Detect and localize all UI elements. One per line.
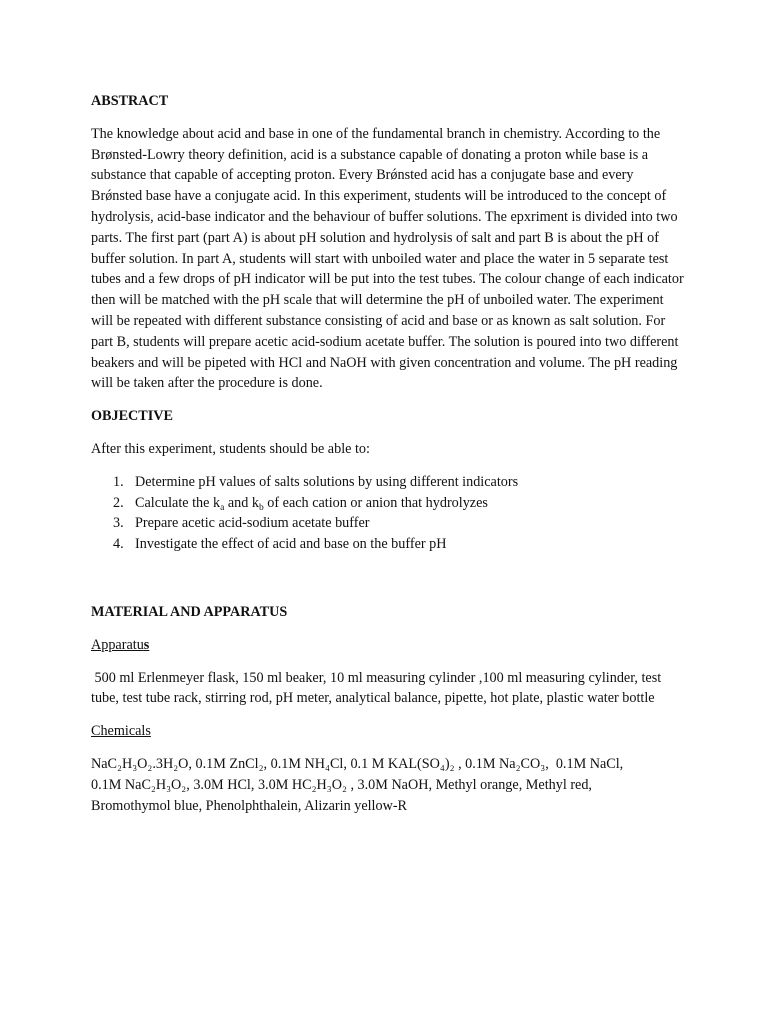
- document-content: [91, 91, 685, 816]
- chemicals-line: 0.1M NaC₂H₃O₂, 3.0M HCl, 3.0M HC₂H₃O₂ , 3.0M NaOH, Methyl orange, Methyl red,: [91, 776, 592, 793]
- list-item-text: Determine pH values of salts solutions by using different indicators: [135, 473, 519, 490]
- chemicals-line: NaC₂H₃O₂.3H₂O, 0.1M ZnCl₂, 0.1M NH₄Cl, 0.1 M KAL(SO₄)₂ , 0.1M Na₂CO₃, 0.1M NaCl,: [91, 755, 624, 772]
- objective-heading: OBJECTIVE: [91, 408, 173, 425]
- apparatus-subheading-main: Apparatu: [91, 636, 144, 653]
- subscript-b: b: [259, 502, 264, 513]
- apparatus-subheading-last: s: [143, 636, 150, 653]
- list-number: 3.: [113, 515, 124, 532]
- materials-heading: MATERIAL AND APPARATUS: [91, 603, 288, 620]
- apparatus-subheading: [91, 635, 685, 656]
- list-item-text-post: of each cation or anion that hydrolyzes: [263, 494, 488, 511]
- subscript-a: a: [220, 502, 225, 513]
- abstract-body: The knowledge about acid and base in one of the fundamental branch in chemistry. According to the Brønsted-Lowry theory definition, acid is a substance capable of donating a proton while base is a substance that capable of accepting proton. Every Brǿnsted acid has a conjugate base and every Brǿnsted base have a conjugate acid. In this experiment, students will be introduced to the concept of hydrolysis, acid-base indicator and the behaviour of buffer solutions. The epxriment is divided into two parts. The first part (part A) is about pH solution and hydrolysis of salt and part B is about the pH of buffer solution. In part A, students will start with unboiled water and place the water in 5 separate test tubes and a few drops of pH indicator will be put into the test tubes. The colour change of each indicator then will be matched with the pH scale that will determine the pH of unboiled water. The experiment will be repeated with different substance consisting of acid and base or as known as salt solution. For part B, students will prepare acetic acid-sodium acetate buffer. The solution is poured into two different beakers and will be pipeted with HCl and NaOH with given concentration and volume. The pH reading will be taken after the procedure is done.: [91, 125, 684, 392]
- list-item: [91, 534, 685, 555]
- list-item: [91, 472, 685, 493]
- list-item-text: Prepare acetic acid-sodium acetate buffer: [135, 515, 370, 532]
- list-item-text-mid: and k: [224, 494, 259, 511]
- list-item: [91, 513, 685, 534]
- list-item-text: Investigate the effect of acid and base on the buffer pH: [135, 536, 447, 553]
- abstract-heading: ABSTRACT: [91, 93, 169, 109]
- list-number: 4.: [113, 536, 124, 553]
- list-item: [91, 493, 685, 514]
- list-item-text-pre: Calculate the k: [135, 494, 221, 511]
- objective-intro: After this experiment, students should be able to:: [91, 440, 370, 457]
- list-number: 1.: [113, 473, 124, 490]
- list-number: 2.: [113, 494, 124, 511]
- chemicals-subheading: Chemicals: [91, 723, 151, 740]
- chemicals-body: [91, 754, 685, 816]
- chemicals-line: Bromothymol blue, Phenolphthalein, Alizarin yellow-R: [91, 797, 408, 814]
- objective-list: [91, 472, 685, 555]
- apparatus-body: 500 ml Erlenmeyer flask, 150 ml beaker, 10 ml measuring cylinder ,100 ml measuring cylinder, test tube, test tube rack, stirring rod, pH meter, analytical balance, pipette, hot plate, plastic water bottle: [91, 669, 665, 707]
